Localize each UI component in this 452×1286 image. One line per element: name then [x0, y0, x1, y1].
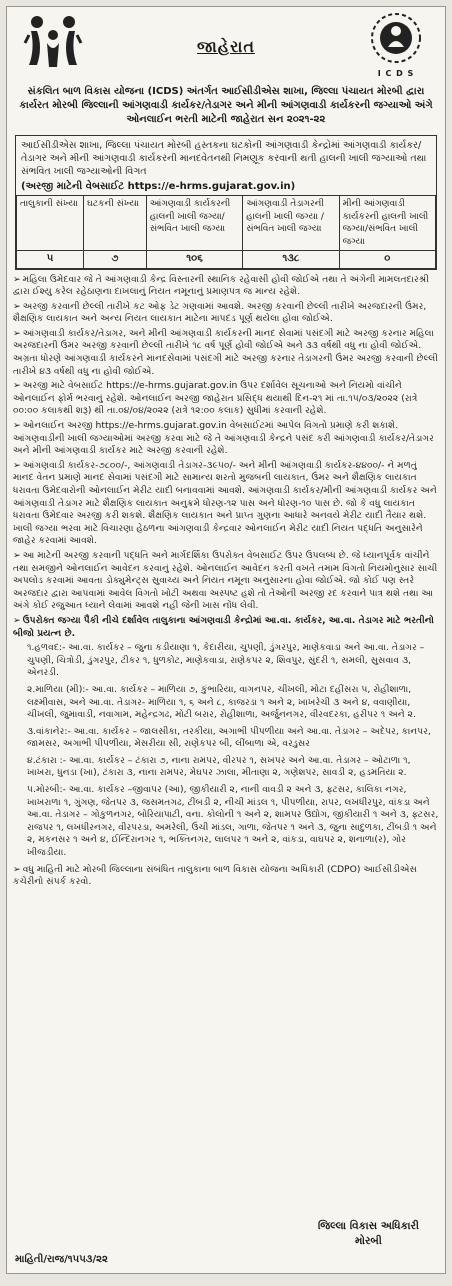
list-item: ૪.ટંકારા :- આ.વા. કાર્યકર – ટંકારા ૭, નાના રામપર, વીરપર ૧, સખપર અને આ.વા. તેડાગર – ઓટાળા ૧, ખાખરા, ધુનડા (ખા), ટંકારા ૩, નાના રામપર, મેઘપર ઝાલા, મીતાણા ૨, ગણેશપર, સાવડી ૨, હડમતિયા ૨.	[27, 754, 411, 779]
website-line: (અરજી માટેની વેબસાઈટ https://e-hrms.gujarat.gov.in)	[21, 181, 296, 192]
icds-label: I C D S	[377, 69, 415, 78]
arrow-bullet-icon: ➢	[13, 380, 21, 392]
reference-number: માહિતી/રાજ/૧૫૫૩/૨૨	[15, 1254, 108, 1265]
advertisement-page	[6, 6, 446, 1274]
table-cell: ૧૦૬	[146, 251, 242, 269]
vacancy-table	[16, 195, 436, 269]
arrow-bullet-icon: ➢	[13, 549, 21, 561]
list-item: ૨.માળિયા (મી):- આ.વા. કાર્યકર – માળિયા ૭, કુંભારિયા, વાગનપર, ચીખલી, મોટા દહીંસરા ૫, રોહીશાળા, લક્ષ્મીવાસ, અને આ.વા. તેડાગર- માળિયા ૧, ૬ અને ૮, કાજરડા ૧ અને ૨, ખાખરેચી ૩ અને ૪, વવાણીયા, ચીખલી, જુમાવાડી, નવાગામ, મહેન્દ્રગઢ, મોટી બરાર, રોહીશાળા, અર્જુનનગર, વીરવદરકા, હરીપર ૧ અને ૨.	[27, 683, 416, 721]
paragraph	[13, 328, 439, 378]
arrow-bullet-icon: ➢	[13, 327, 21, 339]
footer	[15, 1219, 437, 1265]
paragraph-text: અરજી માટે વેબસાઈટ https://e-hrms.gujarat.gov.in ઉપર દર્શાવેલ સૂચનાઓ અને નિયમો વાંચીને ઓનલાઈન ફોર્મ ભરવાનું રહેશે. ઓનલાઈન અરજી જાહેરાત પ્રસિદ્ધ થયાથી દિન-૨૧ માં તા.૧૫/૦૩/૨૦૨૨ (રાત્રે ૦૦:૦૦ કલાકથી શરૂ) થી તા.૦૪/૦૪/૨૦૨૨ (રાત્રે ૧૨:૦૦ કલાક) સુધીમાં કરવાની રહેશે.	[13, 380, 418, 417]
list-item: ૫.મોરબી:- આ.વા. કાર્યકર –જીવાપર (આ), જીકીયારી ૨, નાની વાવડી ૨ અને ૩, ફ્ટસર, કાલિકા નગર, ખાખરાળા ૧, ગુંગણ, જેતપર ૩, જસમતગઢ, ટીંબડી ૨, નીચી માંડલ ૧, પીપળીયા, રાપર, લખધીરપુર, વાંકડા અને આ.વા. તેડાગર – ગોકુળનગર, બોરિયાપાટી, વના. કોલોની ૧ અને ૨, શામપર ઉદ્યોગ, જીકીયારી ૧ અને ૩, ફ્ટસર, રાજપર ૧, લખધીરનગર, વીરપરડા, અમરેલી, ઉંચી માંડલ, ગાળા, જેતપર ૧ અને ૩, જુના સાદુળકા, ટીંબડી ૧ અને ૨, મકનસર ૧ અને ૪, ઈન્દિરાનગર ૧, ભક્તિનગર, લાલપર ૧ અને ૨, વાંકડા, વાઘપર ૨, શનાળા(ર), ગોર ખીજડીયા.	[27, 784, 439, 859]
signatory-designation: જિલ્લા વિકાસ અધિકારી	[317, 1220, 419, 1232]
table-header-cell: મીની આંગણવાડી કાર્યકરની હાલની ખાલી જગ્યા/સંભવિત ખાલી જગ્યા	[339, 196, 435, 251]
paragraph	[13, 615, 439, 640]
table-row	[17, 251, 436, 269]
paragraph-text: આંગણવાડી કાર્યકર/તેડાગર, અને મીની આંગણવાડી કાર્યકરની માનદ સેવામાં પસંદગી માટે અરજી કરનાર મહિલા અરજદારની ઉંમર અરજી કરવાની છેલ્લી તારીખે ૧૮ વર્ષ પૂર્ણ હોવી જોઈએ અને ૩૩ વર્ષથી વધુ ના હોવી જોઈએ. અગ્રતા ધોરણે આંગણવાડી કાર્યકરને માનદસેવામાં પસંદગી માટે અરજી કરનાર તેડાગરની ઉંમર અરજી કરવાની છેલ્લી તારીખે ૪૩ વર્ષથી વધુ ના હોવી જોઈએ.	[13, 327, 438, 377]
paragraph	[13, 460, 439, 548]
list-item: ૩.વાંકાનેર:- આ.વા. કાર્યકર – જાલસીકા, તરકીયા, અગાભી પીપળીયા અને આ.વા. તેડાગર – અદેપર, કાનપર, જામસર, અગાભી પીપળીયા, મેસરીયા સી, રાણેકપર બી, લીંબાળા એ, વરડુસર	[27, 725, 431, 750]
page-title: જાહેરાત	[197, 37, 255, 56]
table-cell: ૭	[84, 251, 147, 269]
paragraph	[13, 274, 439, 299]
arrow-bullet-icon: ➢	[13, 614, 21, 626]
paragraph-text: અરજી કરવાની છેલ્લી તારીખે કટ ઓફ ડેટ ગણવામાં આવશે. અરજી કરવાની છેલ્લી તારીખે અરજદારની ઉંમર, શૈક્ષણિક લાયકાત અને અન્ય નિયત લાયકાત માટેના માપદંડ પૂર્ણ થયેલા હોવા જોઈએ.	[13, 300, 427, 325]
table-cell: ૦	[339, 251, 435, 269]
vacancy-intro	[16, 136, 436, 195]
signature-block	[318, 1219, 419, 1249]
paragraph	[13, 550, 439, 613]
district-list	[13, 642, 439, 860]
table-header-row	[17, 196, 436, 251]
paragraph-text: આ માટેની અરજી કરવાની પદ્ધતિ અને માર્ગદર્શિકા ઉપરોક્ત વેબસાઈટ ઉપર ઉપલબ્ધ છે. જે ધ્યાનપૂર્વક વાંચીને તથા સમજીને ઓનલાઈન આવેદન કરવાનું રહેશે. ઓનલાઈન આવેદન કરતી વખતે તમામ વિગતો નિયમોનુસાર સાચી અપલોડ કરવામાં આવતા ડોક્યુમેન્ટ્સ સુવાચ્ય અને નિયત નમૂના અનુસારના હોવા જોઈએ. જો કોઈ પણ સ્તરે અરજદાર દ્વારા આપવામાં આવેલ વિગતો ખોટી અથવા અસ્પષ્ટ હશે તો તેઓની અરજી રદ કરવાને પાત્ર થશે તથા આ અંગે કોઈ રજુઆત ધ્યાને લેવામાં આવશે નહી જેની ખાસ નોંધ લેવી.	[13, 549, 438, 612]
arrow-bullet-icon: ➢	[13, 863, 21, 875]
paragraph	[13, 864, 439, 889]
arrow-bullet-icon: ➢	[13, 273, 21, 285]
icds-emblem-icon	[367, 11, 425, 65]
table-cell: ૫	[17, 251, 84, 269]
table-header-cell: તાલુકાની સંખ્યા	[17, 196, 84, 251]
table-header-cell: આંગણવાડી કાર્યકરની હાલની ખાલી જગ્યા/ સંભવિત ખાલી જગ્યા	[146, 196, 242, 251]
contact-note: વધુ માહિતી માટે મોરબી જિલ્લાના સંબંધિત તાલુકાના બાળ વિકાસ યોજના અધિકારી (CDPO) આઈસીડીએસ કચેરીનો સંપર્ક કરવો.	[13, 863, 417, 888]
paragraph	[13, 301, 439, 326]
table-cell: ૧૩૮	[243, 251, 339, 269]
header	[7, 7, 445, 87]
vacancy-box	[15, 135, 437, 270]
paragraph-text: મહિલા ઉમેદવાર જે તે આંગણવાડી કેન્દ્ર વિસ્તારની સ્થાનિક રહેવાસી હોવી જોઈએ તથા તે અંગેની મામલતદારશ્રી દ્વારા ઈશ્યુ કરેલ રહેઠાણના દાખલાનું નિયત નમૂનાનું પ્રમાણપત્ર જ માન્ય રહેશે.	[13, 273, 429, 298]
signatory-place: મોરબી	[354, 1235, 382, 1247]
arrow-bullet-icon: ➢	[13, 300, 21, 312]
paragraph	[13, 380, 439, 418]
districts-intro: ઉપરોક્ત જગ્યા પૈકી નીચે દર્શાવેલ તાલુકાના આંગણવાડી કેન્દ્રોમાં આ.વા. કાર્યકર, આ.વા. તેડાગર માટે ભરતીનો બીજો પ્રયત્ન છે.	[13, 614, 434, 639]
table-header-cell: આંગણવાડી તેડાગરની હાલની ખાલી જગ્યા / સંભવિત ખાલી જગ્યા	[243, 196, 339, 251]
body-text	[7, 270, 445, 889]
list-item: ૧.હળવદ:- આ.વા. કાર્યકર – જુના કડીયાણા ૧, કેદારીયા, ચુપણી, ડુંગરપુર, માણેકવાડા અને આ.વા. તેડાગર – ચુપણી, ચિત્રોડી, ડુંગરપુર, ટીકર ૧, ધુળકોટ, માણેકવાડા, રાણેકપર ૨, શિવપુર, સુંદરી ૧, સમલી, સુસવાવ ૩, એનરડી.	[27, 642, 425, 679]
paragraph	[13, 420, 439, 458]
paragraph-text: ઓનલાઈન અરજી https://e-hrms.gujarat.gov.in વેબસાઈટમાં આપેલ વિગતો પ્રમાણે કરી શકાશે. આંગણવાડીની ખાલી જગ્યાઓમાં અરજી કરવા માટે જે તે આંગણવાડી કેન્દ્રને પસંદ કરી આંગણવાડી કાર્યકર/તેડાગર અને મીની આંગણવાડી કાર્યકર માટે અરજી કરવાની રહેશે.	[13, 420, 434, 457]
table-header-cell: ઘટકની સંખ્યા	[84, 196, 147, 251]
vacancy-intro-text: આઈસીડીએસ શાખા, જિલ્લા પંચાયત મોરબી હસ્તકના ઘટકોની આંગણવાડી કેન્દ્રોમાં આંગણવાડી કાર્યકર/તેડાગર અને મીની આંગણવાડી કાર્યકરની માનદવેતનથી નિમણૂક કરવાની થતી હાલની ખાલી જગ્યાઓ તથા સંભવિત ખાલી જગ્યાઓની વિગત	[21, 140, 427, 177]
page-subtitle: સંકલિત બાળ વિકાસ યોજના (ICDS) અંતર્ગત આઈસીડીએસ શાખા, જિલ્લા પંચાયત મોરબી દ્વારા કાર્યરત મોરબી જિલ્લાની આંગણવાડી કાર્યકર/તેડાગર અને મીની આંગણવાડી કાર્યકરની જગ્યાઓ અંગે ઓનલાઈન ભરતી માટેની જાહેરાત સન ૨૦૨૧-૨૨	[19, 86, 433, 125]
icds-logo	[367, 11, 425, 77]
arrow-bullet-icon: ➢	[13, 459, 21, 471]
paragraph-text: આંગણવાડી કાર્યકર-૭૮૦૦/-, આંગણવાડી તેડાગર-૩૯૫૦/- અને મીની આંગણવાડી કાર્યકર-૪૪૦૦/- ને મળતું માનદ વેતન પ્રમાણે માનદ સેવામાં પસંદગી માટે સામાન્ય શરતો મુજબની લાયકાત, ઉંમર અને શૈક્ષણિક લાયકાત ધરાવતા ઉમેદવારોની ઓનલાઈન મેરીટ યાદી બનાવવામાં આવશે. આંગણવાડી કાર્યકર/મીની આંગણવાડી કાર્યકર અને આંગણવાડી તેડાગર માટે શૈક્ષણિક લાયકાત અનુક્રમે ધોરણ-૧૨ પાસ અને ધોરણ-૧૦ પાસ છે. જો કે વધુ લાયકાત ધરાવતા ઉમેદવાર અરજી કરી શકશે. શૈક્ષણિક લાયકાત અને પ્રાપ્ત ગુણના આધારે અનવયે મેરીટ યાદી તૈયાર થશે. ખાલી જગ્યા ભરવા માટે વિચારણા હેઠળના આંગણવાડી કેન્દ્રવાર ઓનલાઈન મેરીટ યાદી નિયત પદ્ધતિ અનુસારેને જાહેર કરવામાં આવશે.	[13, 459, 437, 547]
arrow-bullet-icon: ➢	[13, 420, 21, 432]
